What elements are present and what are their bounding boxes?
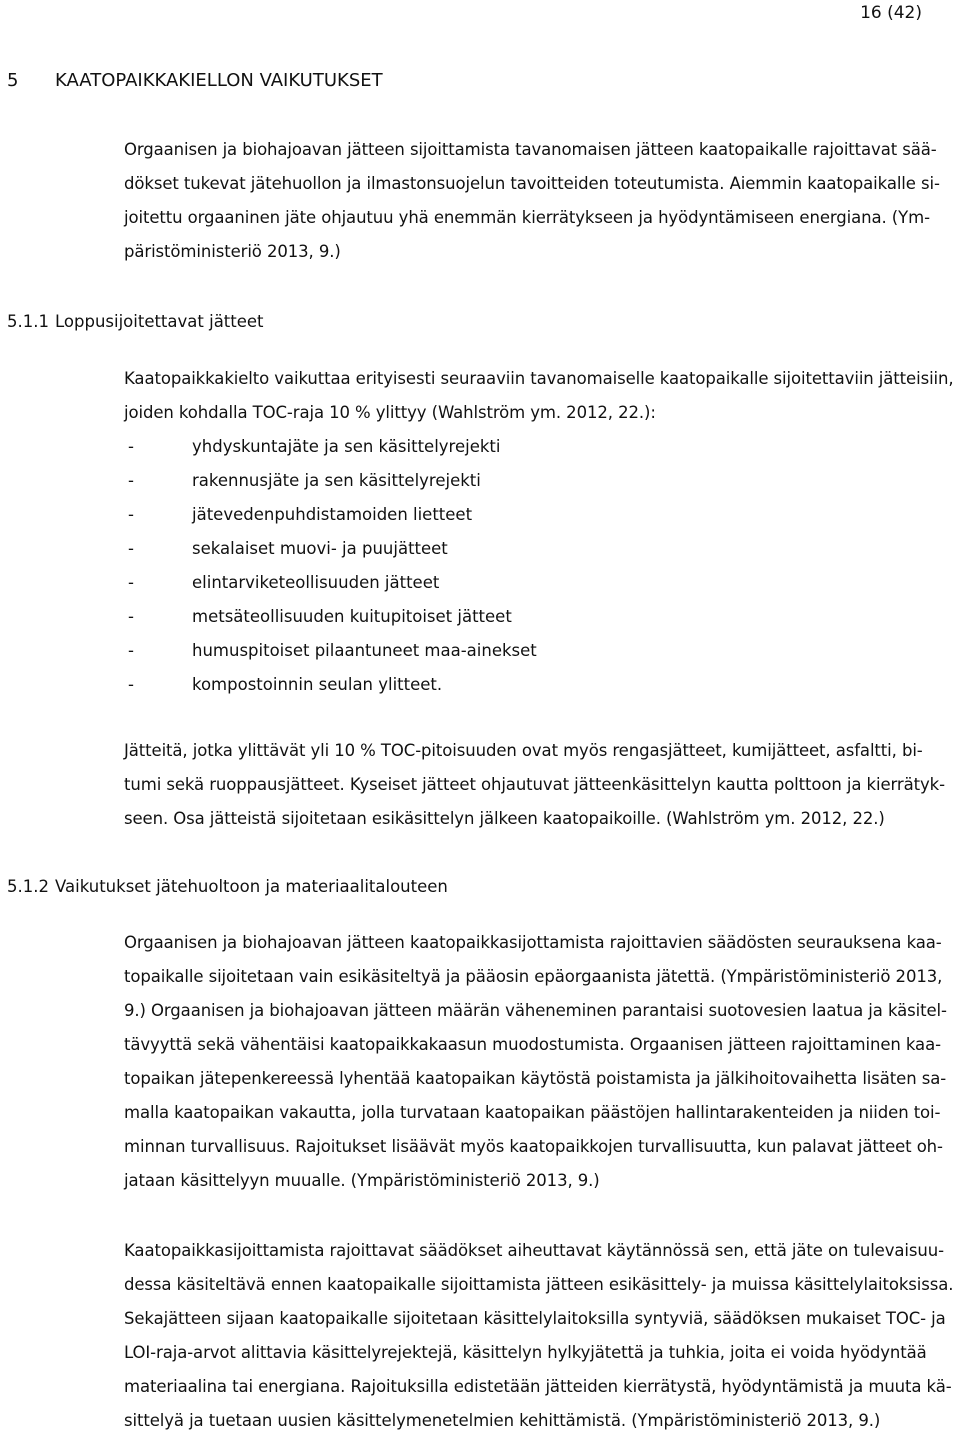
list-dash: - [128,437,134,456]
list-item-text: metsäteollisuuden kuitupitoiset jätteet [192,607,512,626]
page-number: 16 (42) [860,3,922,23]
section-title: Loppusijoitettavat jätteet [55,312,264,331]
list-dash: - [128,641,134,660]
intro-paragraph [124,133,950,269]
chapter-title: KAATOPAIKKAKIELLON VAIKUTUKSET [55,70,383,91]
section-title: Vaikutukset jätehuoltoon ja materiaalitalouteen [55,877,448,896]
list-item-text: sekalaiset muovi- ja puujätteet [192,539,448,558]
section-number: 5.1.1 [7,312,49,331]
section-number: 5.1.2 [7,877,49,896]
text-line: Jätteitä, jotka ylittävät yli 10 % TOC-pitoisuuden ovat myös rengasjätteet, kumijätteet, asfaltti, bi- [124,741,923,760]
text-line: materiaalina tai energiana. Rajoituksilla edistetään jätteiden kierrätystä, hyödyntämistä ja muuta kä- [124,1377,952,1396]
list-item-text: kompostoinnin seulan ylitteet. [192,675,443,694]
section-512-paragraph-1 [124,926,950,1198]
list-dash: - [128,573,134,592]
text-line: malla kaatopaikan vakautta, jolla turvataan kaatopaikan päästöjen hallintarakenteiden ja niiden toi- [124,1103,941,1122]
text-line: päristöministeriö 2013, 9.) [124,242,341,261]
text-line: sittelyä ja tuetaan uusien käsittelymenetelmien kehittämistä. (Ympäristöministeriö 2013, 9.) [124,1411,881,1430]
list-dash: - [128,471,134,490]
list-item-text: rakennusjäte ja sen käsittelyrejekti [192,471,481,490]
text-line: minnan turvallisuus. Rajoitukset lisäävät myös kaatopaikkojen turvallisuutta, kun palavat jätteet oh- [124,1137,943,1156]
text-line: seen. Osa jätteistä sijoitetaan esikäsittelyn jälkeen kaatopaikoille. (Wahlström ym. 2012, 22.) [124,809,885,828]
text-line: dessa käsiteltävä ennen kaatopaikalle sijoittamista jätteen esikäsittely- ja muissa käsittelylaitoksissa. [124,1275,954,1294]
list-dash: - [128,539,134,558]
text-line: tumi sekä ruoppausjätteet. Kyseiset jätteet ohjautuvat jätteenkäsittelyn kautta polttoon ja kierrätyk- [124,775,945,794]
text-line: 9.) Orgaanisen ja biohajoavan jätteen määrän väheneminen parantaisi suotovesien laatua ja käsitel- [124,1001,947,1020]
text-line: joiden kohdalla TOC-raja 10 % ylittyy (Wahlström ym. 2012, 22.): [124,403,656,422]
list-item-text: jätevedenpuhdistamoiden lietteet [192,505,473,524]
text-line: topaikalle sijoitetaan vain esikäsiteltyä ja pääosin epäorgaanista jätettä. (Ympäristöministeriö 2013, [124,967,943,986]
list-item-text: humuspitoiset pilaantuneet maa-ainekset [192,641,537,660]
text-line: Kaatopaikkasijoittamista rajoittavat säädökset aiheuttavat käytännössä sen, että jäte on tulevaisuu- [124,1241,944,1260]
text-line: Orgaanisen ja biohajoavan jätteen sijoittamista tavanomaisen jätteen kaatopaikalle rajoittavat sää- [124,140,937,159]
list-dash: - [128,675,134,694]
text-line: jataan käsittelyyn muualle. (Ympäristöministeriö 2013, 9.) [124,1171,600,1190]
text-line: LOI-raja-arvot alittavia käsittelyrejektejä, käsittelyn hylkyjätettä ja tuhkia, joita ei voida hyödyntää [124,1343,927,1362]
list-item-text: yhdyskuntajäte ja sen käsittelyrejekti [192,437,501,456]
list-dash: - [128,607,134,626]
text-line: dökset tukevat jätehuollon ja ilmastonsuojelun tavoitteiden toteutumista. Aiemmin kaatopaikalle si- [124,174,940,193]
section-511-paragraph-2 [124,734,950,836]
section-511-paragraph-1 [124,362,954,430]
text-line: joitettu orgaaninen jäte ohjautuu yhä enemmän kierrätykseen ja hyödyntämiseen energiana. (Ym- [124,208,930,227]
list-dash: - [128,505,134,524]
text-line: tävyyttä sekä vähentäisi kaatopaikkakaasun muodostumista. Orgaanisen jätteen rajoittaminen kaa- [124,1035,941,1054]
chapter-number: 5 [7,70,19,91]
text-line: topaikan jätepenkereessä lyhentää kaatopaikan käytöstä poistamista ja jälkihoitovaihetta lisäten sa- [124,1069,947,1088]
section-512-paragraph-2 [124,1234,954,1438]
list-item-text: elintarviketeollisuuden jätteet [192,573,440,592]
text-line: Orgaanisen ja biohajoavan jätteen kaatopaikkasijottamista rajoittavien säädösten seurauksena kaa- [124,933,942,952]
text-line: Kaatopaikkakielto vaikuttaa erityisesti seuraaviin tavanomaiselle kaatopaikalle sijoitettaviin jätteisiin, [124,369,954,388]
text-line: Sekajätteen sijaan kaatopaikalle sijoitetaan käsittelylaitoksilla syntyviä, säädöksen mukaiset TOC- ja [124,1309,946,1328]
